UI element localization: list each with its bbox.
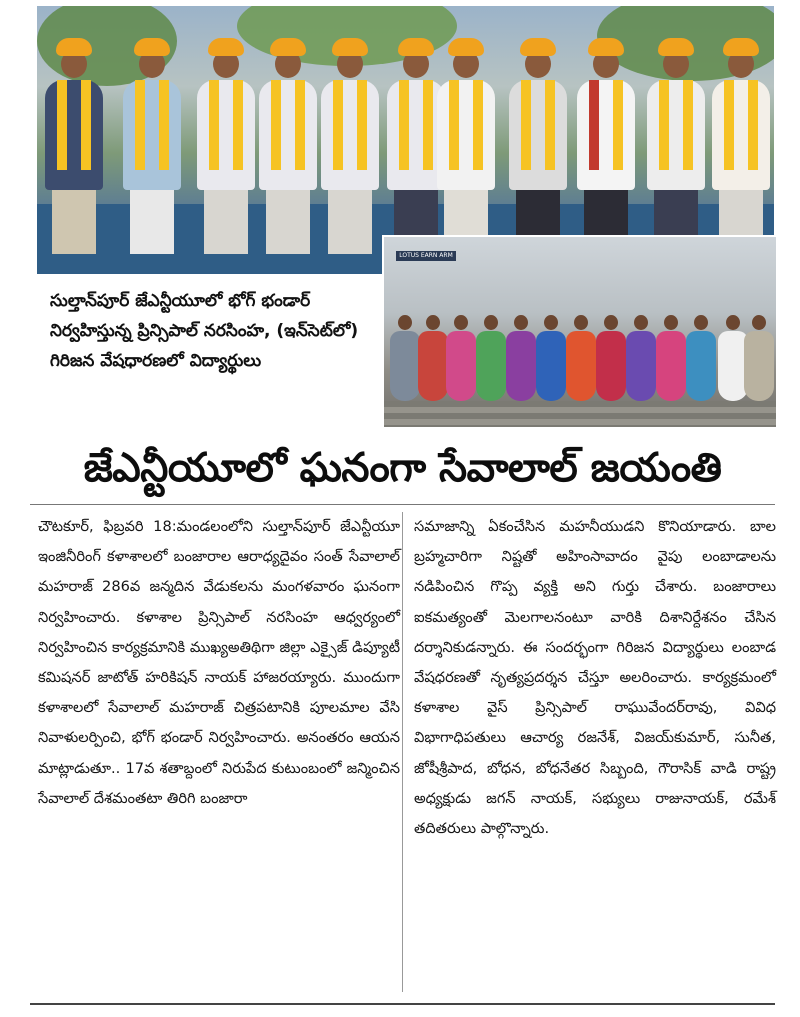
student-figure (476, 315, 506, 401)
student-figure (536, 315, 566, 401)
student-figure (656, 315, 686, 401)
person-figure (123, 50, 181, 254)
student-figure (744, 315, 774, 401)
headline: జేఎన్టీయూలో ఘనంగా సేవాలాల్ జయంతి (83, 445, 722, 491)
person-figure (259, 50, 317, 254)
person-figure (509, 50, 567, 254)
person-figure (197, 50, 255, 254)
photo-caption: సుల్తాన్‌పూర్ జేఎన్టీయూలో భోగ్ భండార్ నిర్వహిస్తున్న ప్రిన్సిపాల్ నరసింహ, (ఇన్‌సెట్‌లో) గిరిజన వేషధారణలో విద్యార్థులు (50, 291, 359, 371)
student-figure (506, 315, 536, 401)
person-figure (321, 50, 379, 254)
bottom-rule (30, 1003, 775, 1005)
headline-rule (30, 504, 775, 505)
main-photo (37, 6, 774, 274)
student-figure (566, 315, 596, 401)
article-column-left (38, 512, 400, 814)
student-figure (390, 315, 420, 401)
person-figure (647, 50, 705, 254)
student-figure (626, 315, 656, 401)
person-figure (712, 50, 770, 254)
article-paragraph: సమాజాన్ని ఏకంచేసిన మహనీయుడని కొనియాడారు. బాల బ్రహ్మచారిగా నిష్టతో అహింసావాదం వైపు లంబాడాలను నడిపించిన గొప్ప వ్యక్తి అని గుర్తు చేశారు. బంజారాలు ఐకమత్యంతో మెలగాలనంటూ వారికి దిశానిర్దేశనం చేసిన దర్శానికుడన్నారు. ఈ సందర్భంగా గిరిజన విద్యార్థులు లంబాడ వేషధరణతో నృత్యప్రదర్శన చేస్తూ అలరించారు. కార్యక్రమంలో కళాశాల వైస్ ప్రిన్సిపాల్ రాఘువేందర్‌రావు, వివిధ విభాగాధిపతులు ఆచార్య రజనేశ్, విజయ్‌కుమార్, సునీత, జోషీశ్రీపాద, బోధన, బోధనేతర సిబ్బంది, గౌరాసిక్ వాడి రాష్ట్ర అధ్యక్షుడు జగన్ నాయక్, సభ్యులు రాజునాయక్, రమేశ్ తదితరులు పాల్గొన్నారు. (414, 518, 776, 838)
student-figure (686, 315, 716, 401)
person-figure (437, 50, 495, 254)
student-figure (418, 315, 448, 401)
student-figure (446, 315, 476, 401)
student-figure (596, 315, 626, 401)
person-figure (577, 50, 635, 254)
column-divider (402, 512, 403, 992)
person-figure (45, 50, 103, 254)
article-column-right (414, 512, 776, 844)
inset-sign: LOTUS EARN ARM (396, 251, 456, 261)
inset-photo (382, 235, 778, 429)
article-paragraph: చౌటకూర్, ఫిబ్రవరి 18:మండలంలోని సుల్తాన్‌పూర్ జేఎన్టీయూ ఇంజినీరింగ్ కళాశాలలో బంజారాల ఆరాధ్యదైవం సంత్ సేవాలాల్ మహరాజ్ 286వ జన్మదిన వేడుకలను మంగళవారం ఘనంగా నిర్వహించారు. కళాశాల ప్రిన్సిపాల్ నరసింహ ఆధ్వర్యంలో నిర్వహించిన కార్యక్రమానికి ముఖ్యఅతిథిగా జిల్లా ఎక్సైజ్ డిప్యూటీ కమిషనర్ జాటోత్ హరికిషన్ నాయక్ హాజరయ్యారు. ముందుగా కళాశాలలో సేవాలాల్ మహరాజ్ చిత్రపటానికి పూలమాల వేసి నివాళులర్పించి, భోగ్ భండార్ నిర్వహించారు. అనంతరం ఆయన మాట్లాడుతూ.. 17వ శతాబ్దంలో నిరుపేద కుటుంబంలో జన్మించిన సేవాలాల్ దేశమంతటా తిరిగి బంజారా (38, 518, 400, 807)
